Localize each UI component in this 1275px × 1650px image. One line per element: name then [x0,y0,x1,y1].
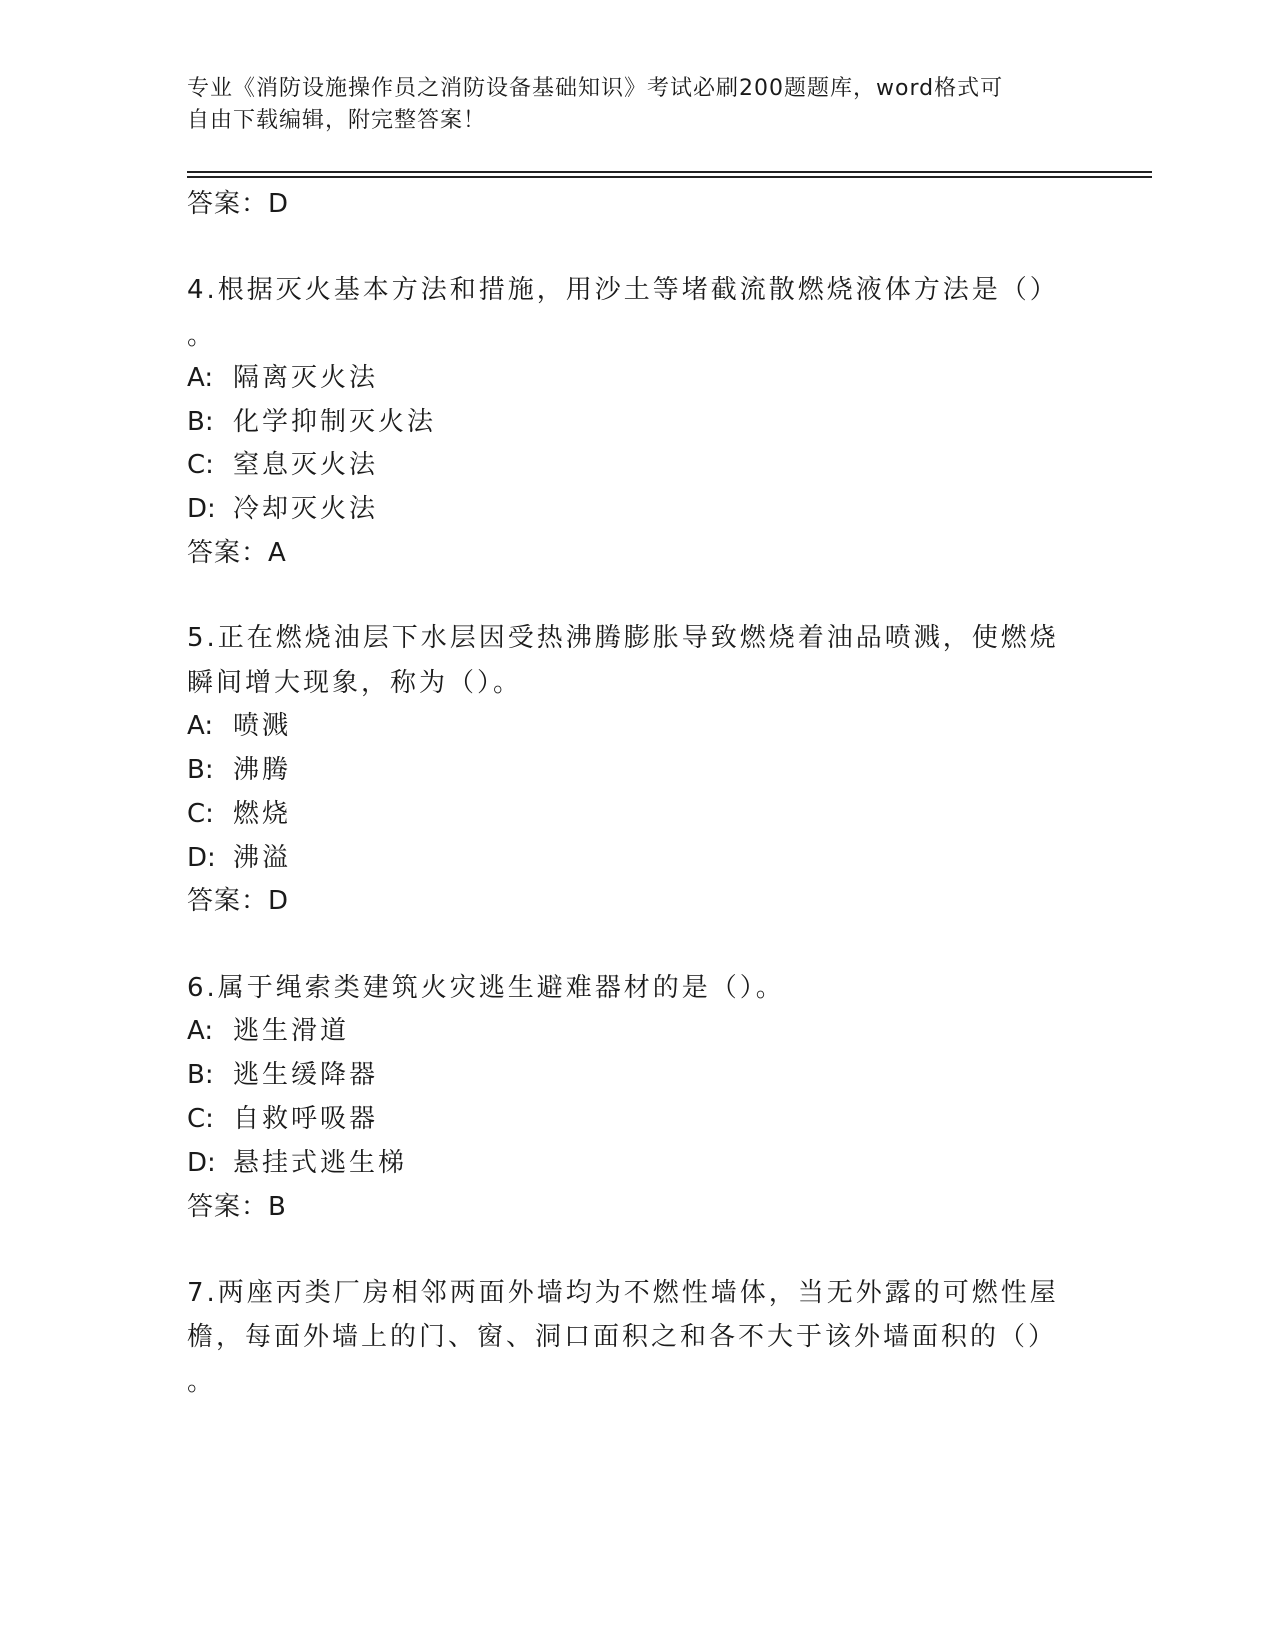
question-4-option-a [187,360,378,396]
option-text: 喷溅 [233,711,292,741]
option-letter: C: [187,799,214,829]
header-line-1: 专业《消防设施操作员之消防设备基础知识》考试必刷200题题库，word格式可 [187,76,1004,101]
option-letter: A: [187,1016,214,1046]
question-4-stem-line-2: 。 [187,321,217,351]
question-5-stem-line-2: 瞬间增大现象，称为（）。 [187,668,523,698]
header-rule-2 [187,176,1152,178]
question-4-answer: 答案：A [187,538,287,568]
question-7-stem-line-1: 7.两座丙类厂房相邻两面外墙均为不燃性墙体，当无外露的可燃性屋 [187,1278,1059,1308]
option-text: 隔离灭火法 [233,363,379,393]
question-5-option-a [187,708,291,744]
option-letter: D: [187,1148,216,1178]
option-text: 自救呼吸器 [233,1104,379,1134]
question-6-option-a [187,1013,349,1049]
option-letter: D: [187,843,216,873]
option-letter: A: [187,711,214,741]
header-line-2: 自由下载编辑，附完整答案！ [187,108,487,133]
previous-answer: 答案：D [187,189,290,219]
question-6-stem-line-1: 6.属于绳索类建筑火灾逃生避难器材的是（）。 [187,973,785,1003]
option-text: 沸腾 [233,755,292,785]
option-letter: B: [187,1060,214,1090]
question-5-option-c [187,796,291,832]
question-6-option-b [187,1057,378,1093]
option-text: 燃烧 [233,799,292,829]
question-7-stem-line-3: 。 [187,1367,217,1397]
question-4-option-c [187,447,378,483]
question-4-stem-line-1: 4.根据灭火基本方法和措施，用沙土等堵截流散燃烧液体方法是（） [187,275,1059,305]
option-text: 悬挂式逃生梯 [233,1148,408,1178]
question-4-option-b [187,404,436,440]
option-text: 逃生滑道 [233,1016,350,1046]
question-5-stem-line-1: 5.正在燃烧油层下水层因受热沸腾膨胀导致燃烧着油品喷溅，使燃烧 [187,623,1059,653]
question-6-option-c [187,1101,378,1137]
question-6-option-d [187,1145,407,1181]
option-letter: B: [187,407,214,437]
question-5-option-b [187,752,291,788]
document-header [187,73,1067,137]
question-5-option-d [187,840,291,876]
option-letter: C: [187,1104,214,1134]
option-text: 窒息灭火法 [233,450,379,480]
option-letter: C: [187,450,214,480]
question-7-stem-line-2: 檐，每面外墙上的门、窗、洞口面积之和各不大于该外墙面积的（） [187,1322,1058,1352]
option-letter: B: [187,755,214,785]
option-text: 逃生缓降器 [233,1060,379,1090]
option-text: 化学抑制灭火法 [233,407,437,437]
option-text: 沸溢 [233,843,292,873]
question-6-answer: 答案：B [187,1192,287,1222]
header-rule-1 [187,171,1152,173]
option-text: 冷却灭火法 [233,494,379,524]
question-4-option-d [187,491,378,527]
option-letter: A: [187,363,214,393]
question-5-answer: 答案：D [187,886,290,916]
option-letter: D: [187,494,216,524]
